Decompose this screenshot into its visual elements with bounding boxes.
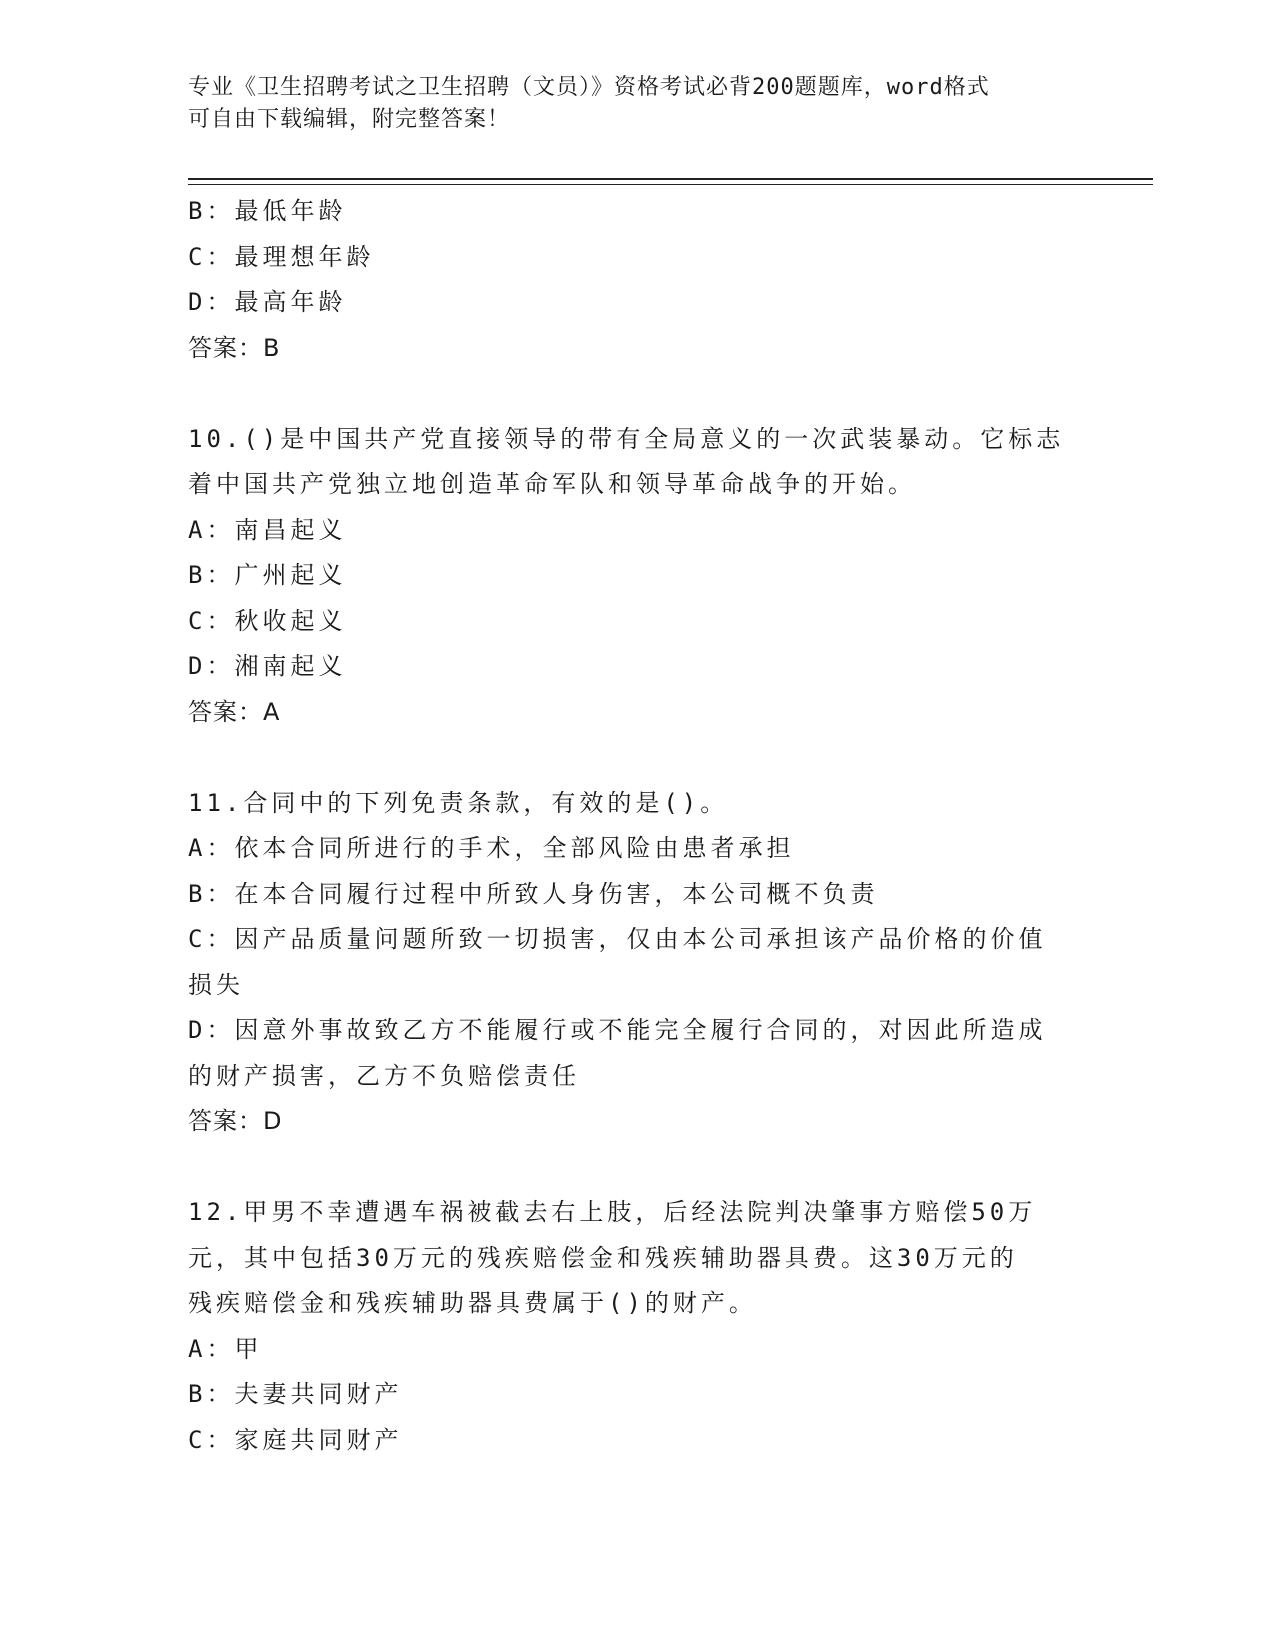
option-c: C：家庭共同财产 xyxy=(188,1425,403,1454)
option-d-continued: 的财产损害，乙方不负赔偿责任 xyxy=(188,1061,580,1090)
question-gap xyxy=(188,735,1078,781)
question-9-tail xyxy=(188,189,1078,371)
option-c: C：秋收起义 xyxy=(188,606,347,635)
header-title-line-2: 可自由下载编辑，附完整答案！ xyxy=(188,107,511,132)
question-stem-line: 10.()是中国共产党直接领导的带有全局意义的一次武装暴动。它标志 xyxy=(188,424,1065,453)
answer-text: 答案：B xyxy=(188,333,281,362)
question-gap xyxy=(188,371,1078,417)
question-stem-line: 11.合同中的下列免责条款，有效的是()。 xyxy=(188,788,729,817)
option-d: D：最高年龄 xyxy=(188,288,347,316)
option-b: B：广州起义 xyxy=(188,561,347,589)
option-a: A：甲 xyxy=(188,1334,263,1363)
header-title-line-1: 专业《卫生招聘考试之卫生招聘（文员）》资格考试必背200题题库，word格式 xyxy=(188,75,990,100)
option-a: A：依本合同所进行的手术，全部风险由患者承担 xyxy=(188,834,795,862)
question-gap xyxy=(188,1145,1078,1191)
option-a: A：南昌起义 xyxy=(188,515,347,544)
option-c-continued: 损失 xyxy=(188,970,244,999)
document-header xyxy=(188,72,1078,136)
option-d: D：因意外事故致乙方不能履行或不能完全履行合同的，对因此所造成 xyxy=(188,1016,1047,1044)
question-list xyxy=(188,189,1078,1463)
question-12 xyxy=(188,1190,1078,1463)
option-b: B：最低年龄 xyxy=(188,197,347,225)
option-c: C：最理想年龄 xyxy=(188,242,375,271)
answer-text: 答案：A xyxy=(188,697,281,726)
option-b: B：夫妻共同财产 xyxy=(188,1380,403,1408)
question-stem-line: 残疾赔偿金和残疾辅助器具费属于()的财产。 xyxy=(188,1289,757,1317)
option-b: B：在本合同履行过程中所致人身伤害，本公司概不负责 xyxy=(188,879,879,908)
header-divider-thin xyxy=(188,184,1153,185)
option-c: C：因产品质量问题所致一切损害，仅由本公司承担该产品价格的价值 xyxy=(188,925,1047,953)
question-10 xyxy=(188,417,1078,736)
question-stem-line: 着中国共产党独立地创造革命军队和领导革命战争的开始。 xyxy=(188,470,916,498)
answer-text: 答案：D xyxy=(188,1107,283,1135)
question-11 xyxy=(188,781,1078,1145)
question-stem-line: 12.甲男不幸遭遇车祸被截去右上肢，后经法院判决肇事方赔偿50万 xyxy=(188,1198,1037,1226)
option-d: D：湘南起义 xyxy=(188,652,347,680)
header-divider-thick xyxy=(188,178,1153,180)
question-stem-line: 元，其中包括30万元的残疾赔偿金和残疾辅助器具费。这30万元的 xyxy=(188,1243,1018,1272)
